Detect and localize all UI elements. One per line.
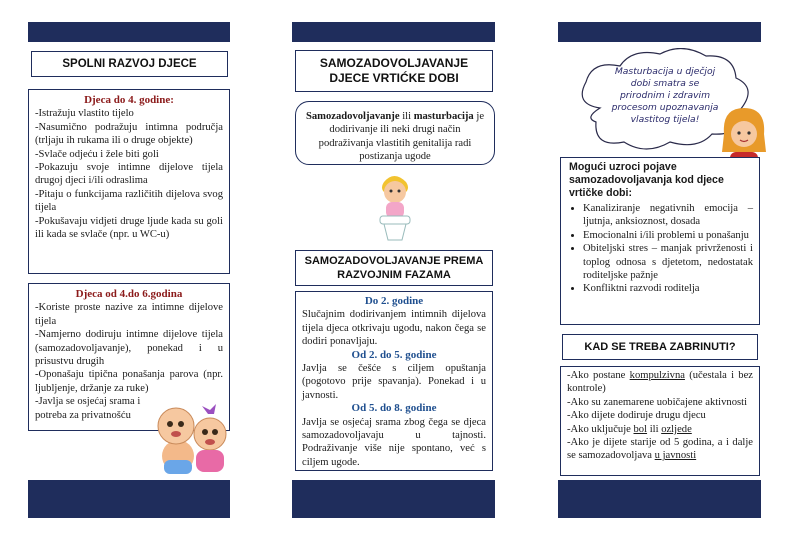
left-section-under-4 bbox=[28, 89, 230, 274]
list-item: -Pitaju o funkcijama različitih dijelova svog tijela bbox=[35, 188, 223, 214]
cloud-line: vlastitog tijela! bbox=[630, 114, 700, 125]
cloud-line: procesom upoznavanja bbox=[611, 102, 719, 113]
list-item: -Pokušavaju vidjeti druge ljude kada su goli ili kada se svlače (npr. u WC-u) bbox=[35, 215, 223, 241]
cloud-line: dobi smatra se bbox=[630, 78, 700, 89]
worry-item: -Ako dijete dodiruje drugu djecu bbox=[567, 410, 706, 422]
left-bottom-bar bbox=[28, 480, 230, 518]
phase-text: Javlja se osjećaj srama zbog čega se djeca samozadovoljavaju u tajnosti. Podraživanje više nije spontano, već s ciljem ugode. bbox=[302, 416, 486, 468]
section-heading-under-4: Djeca do 4. godine: bbox=[84, 94, 174, 106]
phase-heading: Od 5. do 8. godine bbox=[351, 402, 437, 415]
phases-title bbox=[295, 250, 493, 286]
middle-top-bar bbox=[292, 22, 495, 42]
middle-title bbox=[295, 50, 493, 92]
list-item: • Obiteljski stres – manjak privrženosti i toplog odnosa s djetetom, nedostatak roditeljske pažnje bbox=[583, 242, 753, 282]
list-item: • Kanaliziranje negativnih emocija – ljutnja, anksioznost, dosada bbox=[583, 202, 753, 229]
list-item: -Javlja se osjećaj srama i bbox=[35, 396, 141, 408]
phases-title-line2: RAZVOJNIM FAZAMA bbox=[337, 269, 451, 281]
middle-title-line2: DJECE VRTIĆKE DOBI bbox=[329, 71, 459, 85]
phase-text: Slučajnim dodirivanjem intimnih dijelova tijela djeca otkrivaju ugodu, nakon čega se dodiri ponavljaju. bbox=[302, 309, 486, 348]
potty-child-illustration bbox=[370, 172, 420, 242]
definition-term1: Samozadovoljavanje bbox=[305, 111, 400, 122]
worry-item: -Ako postane kompulzivna (učestala i bez kontrole) bbox=[567, 370, 753, 395]
definition-term2: masturbacija bbox=[413, 111, 474, 122]
causes-title: Mogući uzroci pojave samozadovoljavanja kod djece vrtičke dobi: bbox=[569, 161, 724, 199]
right-top-bar bbox=[558, 22, 761, 42]
list-item: -Namjerno dodiruju intimne dijelove tijela (samozadovoljavanje), ponekad i u prisustvu drugih bbox=[35, 329, 223, 368]
causes-list bbox=[569, 202, 753, 296]
list-item: -Oponašaju tipična ponašanja parova (npr. ljubljenje, držanje za ruke) bbox=[35, 369, 223, 394]
list-item: -Koriste proste nazive za intimne dijelove tijela bbox=[35, 302, 223, 327]
causes-box bbox=[560, 157, 760, 325]
worry-title: KAD SE TREBA ZABRINUTI? bbox=[562, 334, 758, 360]
definition-ili: ili bbox=[402, 111, 412, 122]
phase-text: Javlja se češće s ciljem opuštanja (pogotovo prije spavanja). Ponekad i u javnosti. bbox=[302, 363, 486, 401]
middle-bottom-bar bbox=[292, 480, 495, 518]
list-item: • Konfliktni razvodi roditelja bbox=[583, 282, 753, 295]
list-item: -Istražuju vlastito tijelo bbox=[35, 108, 134, 120]
babies-illustration bbox=[150, 398, 234, 476]
phase-heading: Do 2. godine bbox=[364, 295, 424, 307]
left-top-bar bbox=[28, 22, 230, 42]
worry-box bbox=[560, 366, 760, 476]
list-item: -Svlače odjeću i žele biti goli bbox=[35, 148, 159, 160]
middle-title-line1: SAMOZADOVOLJAVANJE bbox=[319, 56, 469, 70]
list-item: • Emocionalni i/ili problemi u ponašanju bbox=[583, 229, 753, 242]
list-item: potreba za privatnošću bbox=[35, 409, 131, 421]
cloud-line: Masturbacija u dječjoj bbox=[614, 66, 716, 77]
worry-item: -Ako uključuje bol ili ozljede bbox=[567, 423, 692, 435]
list-item: -Nasumično podražuju intimna područja (trljaju ih rukama ili o druge objekte) bbox=[35, 121, 223, 147]
worry-item: -Ako je dijete starije od 5 godina, a i dalje se samozadovoljava u javnosti bbox=[567, 437, 753, 462]
cloud-line: prirodnim i zdravim bbox=[619, 90, 711, 101]
phases-box bbox=[295, 291, 493, 471]
phases-title-line1: SAMOZADOVOLJAVANJE PREMA bbox=[304, 255, 484, 267]
worry-item: -Ako su zanemarene uobičajene aktivnosti bbox=[567, 396, 748, 408]
definition-text: je dodirivanje ili neki drugi način podraživanja vlastitih genitalija radi postizanja ugode bbox=[318, 111, 485, 163]
phase-heading: Od 2. do 5. godine bbox=[351, 348, 437, 361]
left-title: SPOLNI RAZVOJ DJECE bbox=[31, 51, 228, 77]
list-item: -Pokazuju svoje intimne dijelove tijela drugoj djeci i/ili odraslima bbox=[35, 162, 223, 187]
right-bottom-bar bbox=[558, 480, 761, 518]
definition-box bbox=[295, 101, 495, 165]
section-heading-4-to-6: Djeca od 4.do 6.godina bbox=[75, 288, 183, 300]
